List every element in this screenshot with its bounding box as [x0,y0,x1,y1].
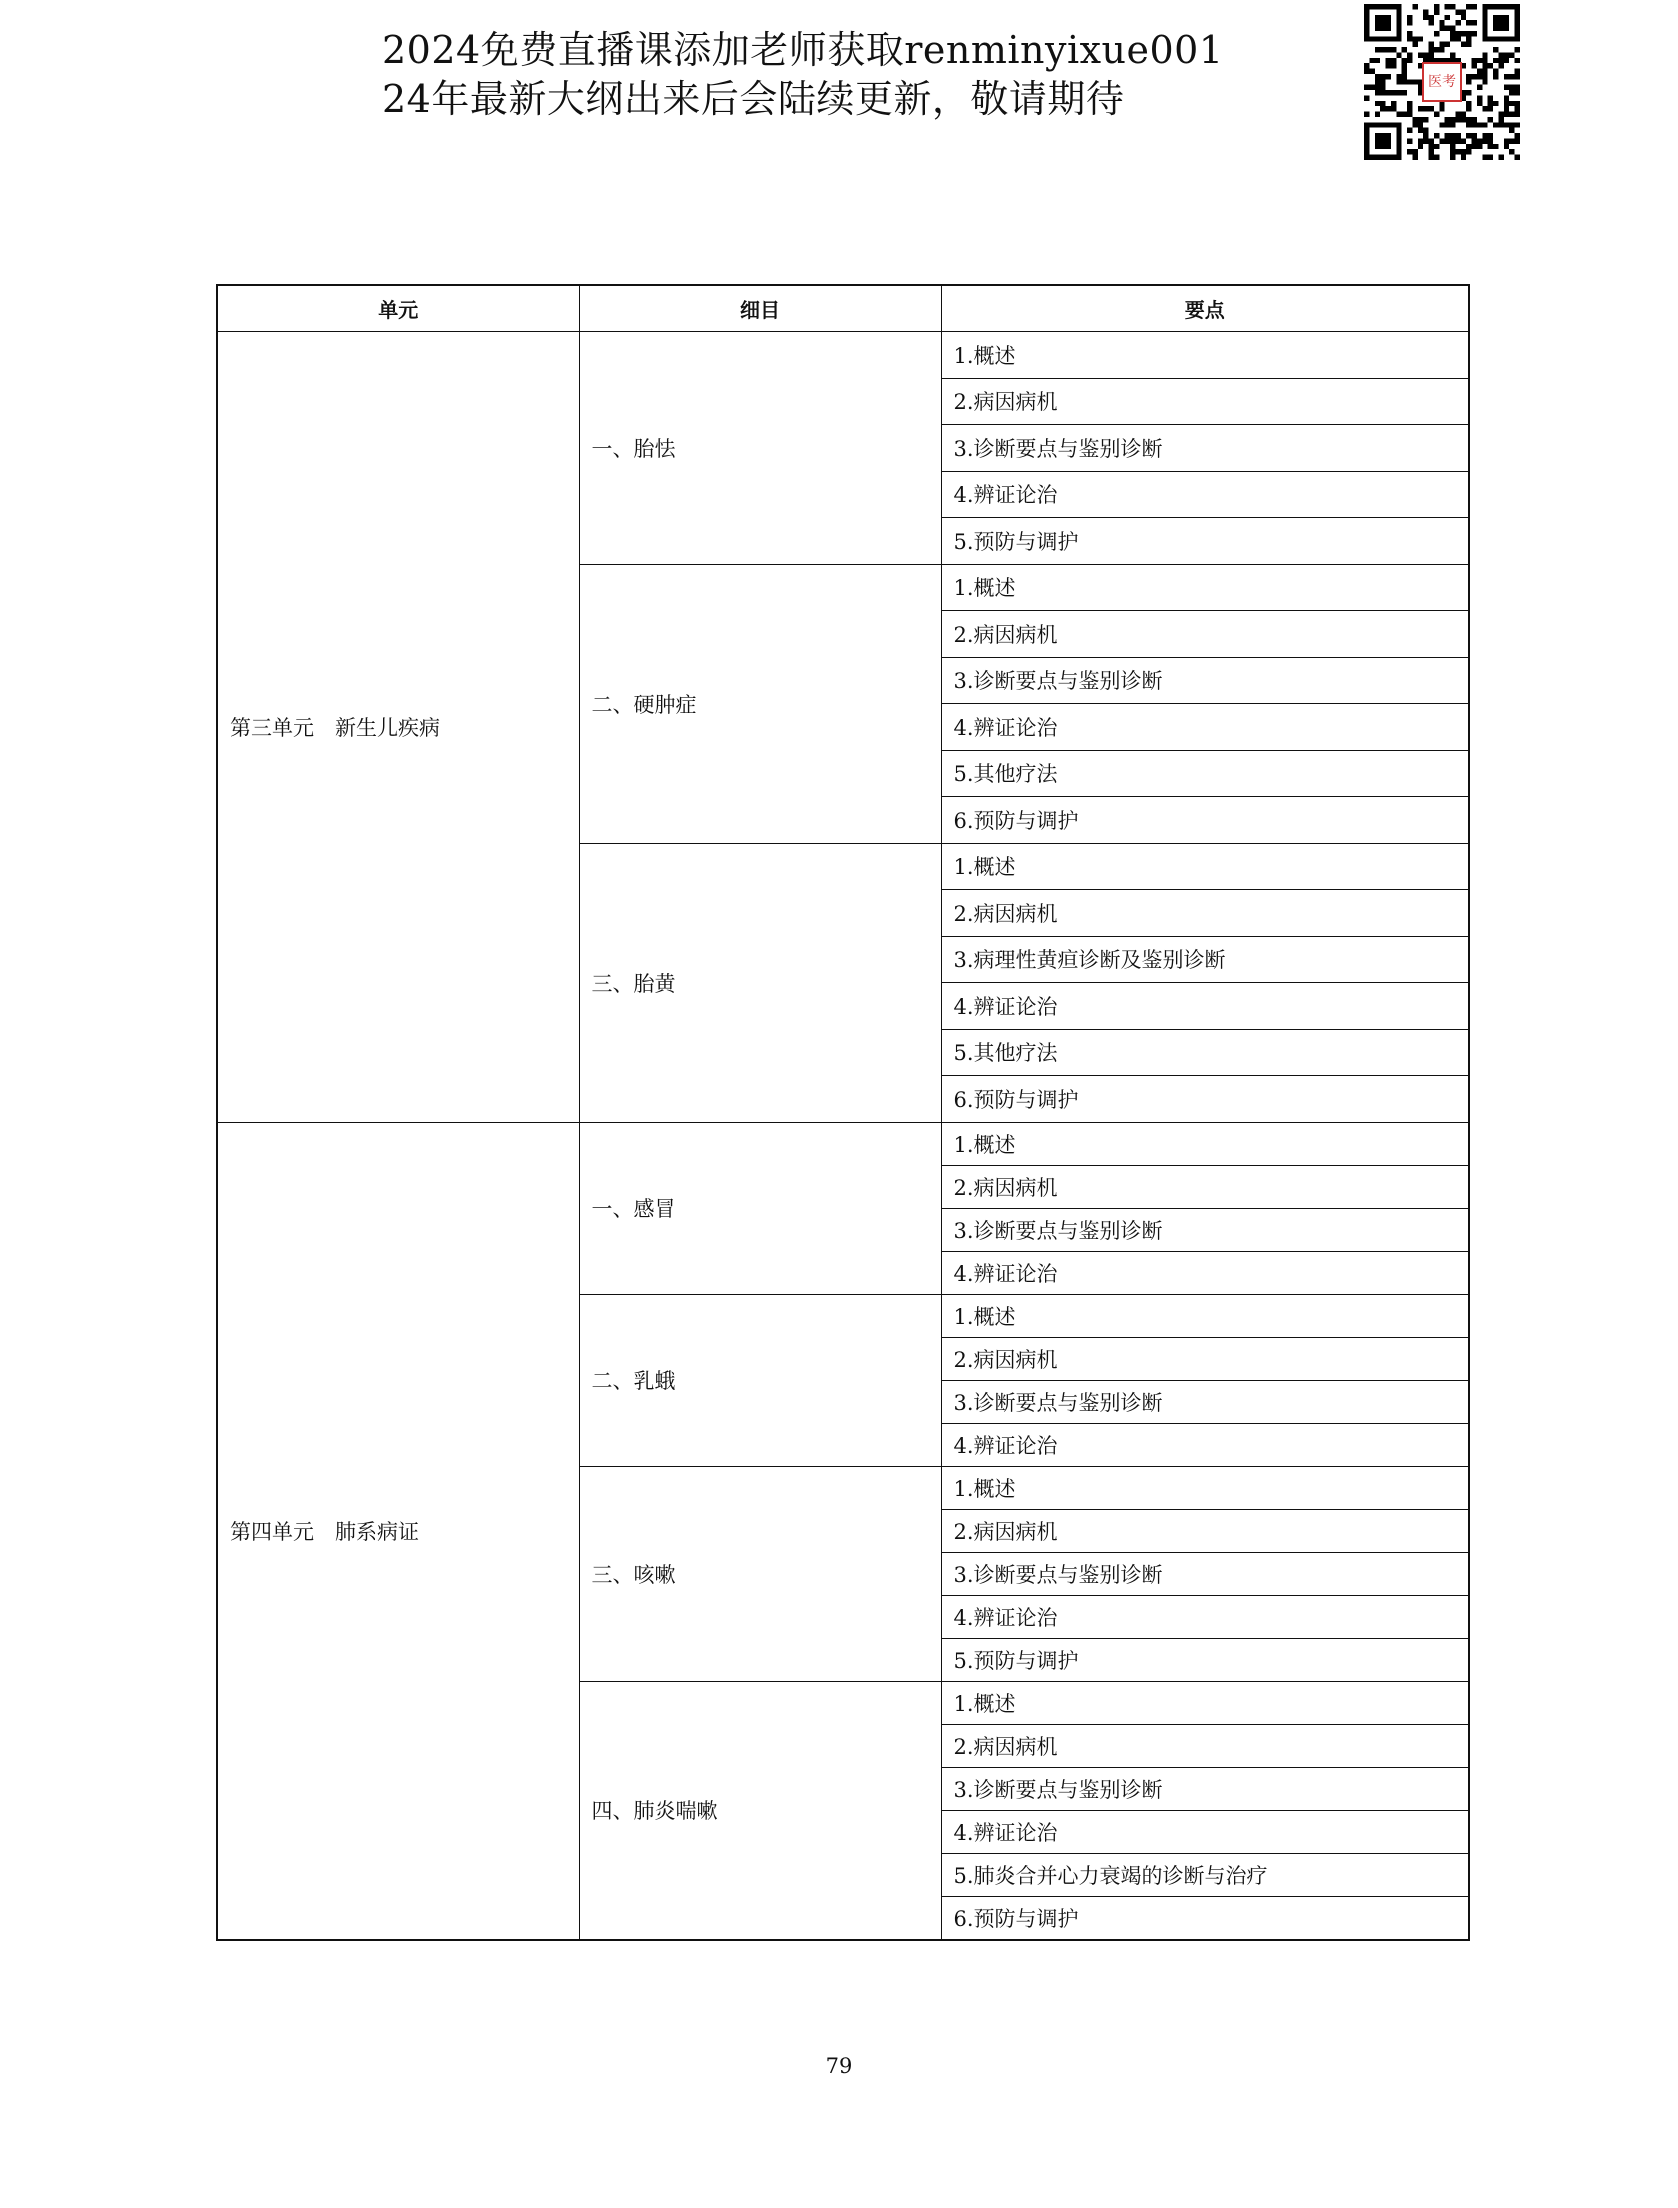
point-cell: 1.概述 [941,843,1469,890]
syllabus-table [216,284,1470,1941]
point-cell: 2.病因病机 [941,1724,1469,1767]
point-cell: 6.预防与调护 [941,1896,1469,1940]
point-cell: 4.辨证论治 [941,704,1469,751]
point-cell: 4.辨证论治 [941,471,1469,518]
point-cell: 2.病因病机 [941,1509,1469,1552]
point-cell: 3.诊断要点与鉴别诊断 [941,657,1469,704]
point-cell: 1.概述 [941,332,1469,379]
header-item: 细目 [579,285,941,332]
page-header [382,26,1224,124]
table-row [217,1122,1469,1165]
point-cell: 5.其他疗法 [941,1029,1469,1076]
point-cell: 4.辨证论治 [941,1251,1469,1294]
point-cell: 3.诊断要点与鉴别诊断 [941,1380,1469,1423]
unit-cell: 第四单元 肺系病证 [217,1122,579,1940]
point-cell: 2.病因病机 [941,1337,1469,1380]
item-cell: 二、乳蛾 [579,1294,941,1466]
table-row [217,332,1469,379]
item-cell: 四、肺炎喘嗽 [579,1681,941,1940]
point-cell: 2.病因病机 [941,611,1469,658]
item-cell: 一、胎怯 [579,332,941,565]
point-cell: 2.病因病机 [941,378,1469,425]
point-cell: 3.病理性黄疸诊断及鉴别诊断 [941,936,1469,983]
header-line-1: 2024免费直播课添加老师获取renminyixue001 [382,28,1224,72]
qr-center-logo: 医考 [1422,62,1462,102]
point-cell: 1.概述 [941,1122,1469,1165]
item-cell: 三、胎黄 [579,843,941,1122]
point-cell: 5.其他疗法 [941,750,1469,797]
point-cell: 4.辨证论治 [941,983,1469,1030]
point-cell: 1.概述 [941,1681,1469,1724]
header-points: 要点 [941,285,1469,332]
point-cell: 1.概述 [941,1466,1469,1509]
item-cell: 三、咳嗽 [579,1466,941,1681]
point-cell: 2.病因病机 [941,890,1469,937]
item-cell: 二、硬肿症 [579,564,941,843]
page-number: 79 [825,2054,853,2078]
point-cell: 1.概述 [941,1294,1469,1337]
table-body [217,332,1469,1940]
table-header-row [217,285,1469,332]
point-cell: 3.诊断要点与鉴别诊断 [941,1208,1469,1251]
point-cell: 5.预防与调护 [941,518,1469,565]
unit-cell: 第三单元 新生儿疾病 [217,332,579,1123]
header-unit: 单元 [217,285,579,332]
point-cell: 6.预防与调护 [941,797,1469,844]
item-cell: 一、感冒 [579,1122,941,1294]
point-cell: 2.病因病机 [941,1165,1469,1208]
point-cell: 3.诊断要点与鉴别诊断 [941,1552,1469,1595]
point-cell: 4.辨证论治 [941,1423,1469,1466]
header-line-2: 24年最新大纲出来后会陆续更新，敬请期待 [382,77,1125,121]
point-cell: 4.辨证论治 [941,1595,1469,1638]
point-cell: 3.诊断要点与鉴别诊断 [941,425,1469,472]
qr-code-image [1364,4,1520,160]
point-cell: 4.辨证论治 [941,1810,1469,1853]
point-cell: 1.概述 [941,564,1469,611]
point-cell: 3.诊断要点与鉴别诊断 [941,1767,1469,1810]
point-cell: 6.预防与调护 [941,1076,1469,1123]
point-cell: 5.预防与调护 [941,1638,1469,1681]
point-cell: 5.肺炎合并心力衰竭的诊断与治疗 [941,1853,1469,1896]
